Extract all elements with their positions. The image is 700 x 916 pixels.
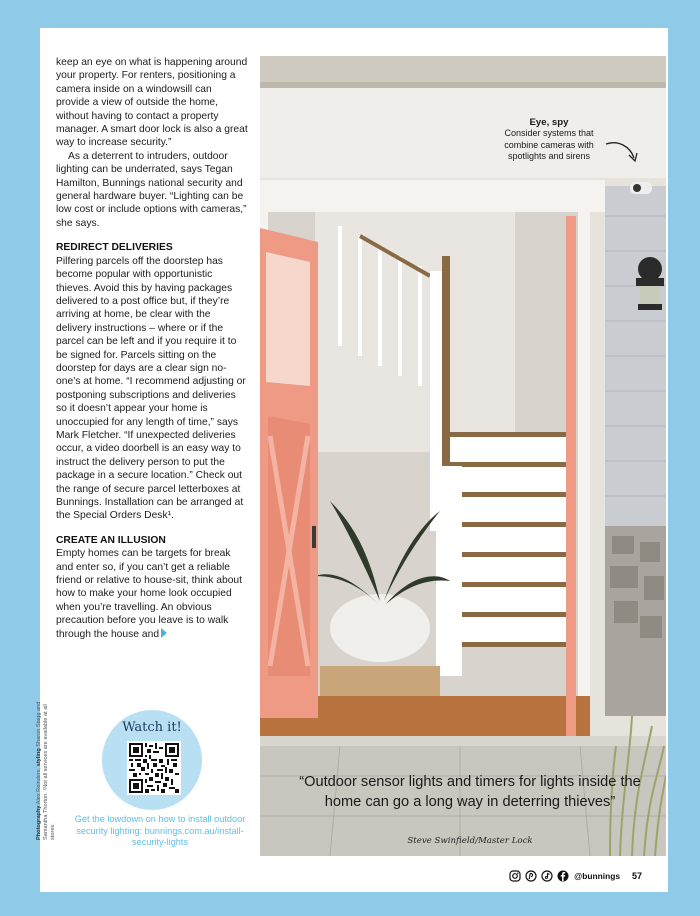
pull-quote-source: Steve Swinfield/Master Lock bbox=[407, 836, 533, 846]
page-footer bbox=[509, 868, 642, 884]
hallway-photo bbox=[260, 56, 666, 856]
callout-arrow-icon bbox=[604, 140, 640, 171]
article-paragraph-1: keep an eye on what is happening around your property. For renters, positioning a camera inside on a windowsill can provide a view of outside the home, without having to contact a property manager. A smart door lock is also a great way to increase security.” bbox=[56, 57, 248, 149]
watch-it-description[interactable]: Get the lowdown on how to install outdoor security lighting: bunnings.com.au/install-security-lights bbox=[74, 814, 246, 848]
watch-it-title: Watch it! bbox=[122, 720, 182, 735]
continue-arrow-icon bbox=[161, 628, 167, 638]
article-paragraph-3: Pilfering parcels off the doorstep has become popular with opportunistic thieves. Avoid this by having packages delivered to a post office but, if they’re arriving at home, be clear with the delivery instructions – where or if the parcel can be left and if you require it to be signed for. Parcels sitting on the doorstep for days are a clear sign no-one’s at home. “I recommend adjusting or postponing subscriptions and deliveries so it doesn’t appear your home is unoccupied for any length of time,” says Mark Fletcher. “If unexpected deliveries occur, a video doorbell is an easy way to instruct the delivery person to put the package in a secure location.” Check out the range of secure parcel letterboxes at Bunnings. Installation can be arranged at the Special Orders Desk¹. bbox=[56, 255, 246, 522]
article-paragraph-4: Empty homes can be targets for break and enter so, if you can’t get a reliable friend or relative to house-sit, think about how to make your home look occupied when you’re travelling. An obvious precaution before you leave is to walk through the house and bbox=[56, 548, 243, 640]
article-column bbox=[56, 56, 248, 641]
pull-quote: “Outdoor sensor lights and timers for lights inside the home can go a long way in deterring thieves” bbox=[299, 774, 641, 810]
eye-spy-text: Consider systems that combine cameras with spotlights and sirens bbox=[504, 128, 594, 161]
instagram-icon[interactable] bbox=[509, 870, 521, 882]
tiktok-icon[interactable] bbox=[541, 870, 553, 882]
pinterest-icon[interactable] bbox=[525, 870, 537, 882]
eye-spy-callout bbox=[492, 117, 606, 162]
social-handle[interactable]: @bunnings bbox=[574, 871, 620, 881]
heading-redirect-deliveries: REDIRECT DELIVERIES bbox=[56, 242, 173, 254]
heading-create-illusion: CREATE AN ILLUSION bbox=[56, 534, 166, 546]
facebook-icon[interactable] bbox=[557, 870, 569, 882]
watch-it-badge bbox=[102, 710, 202, 810]
page-number: 57 bbox=[631, 871, 642, 881]
eye-spy-title: Eye, spy bbox=[529, 117, 569, 128]
article-paragraph-2: As a deterrent to intruders, outdoor lighting can be underrated, says Tegan Hamilton, Bunnings national security and general hardware buyer. “Lighting can be low cost or include options with cameras,” she says. bbox=[56, 150, 247, 229]
photo-credit: Photography Alex Reinders, styling Sharon Stagg and Samantha Thorton. ¹Not all services are available at all stores. bbox=[36, 701, 56, 840]
qr-code[interactable] bbox=[127, 741, 181, 795]
